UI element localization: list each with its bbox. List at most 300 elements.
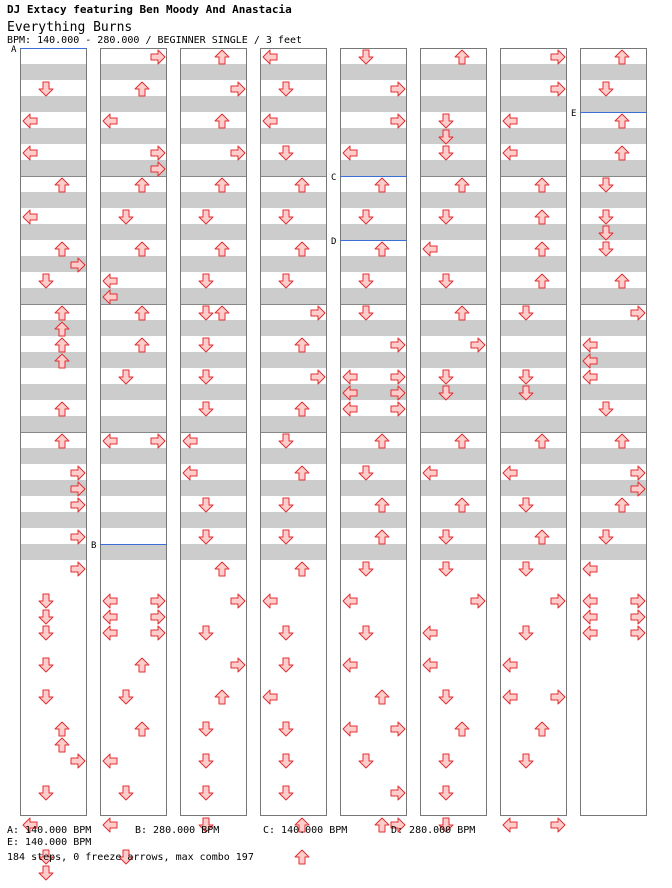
beat-stripe	[341, 416, 406, 432]
step-arrow-left	[22, 209, 38, 225]
step-arrow-up	[134, 657, 150, 673]
beat-stripe	[101, 416, 166, 432]
step-arrow-down	[278, 81, 294, 97]
bpm-legend	[7, 825, 519, 849]
step-arrow-right	[550, 593, 566, 609]
song-title: Everything Burns	[7, 20, 133, 35]
beat-stripe	[421, 96, 486, 112]
beat-stripe	[581, 384, 646, 400]
step-arrow-down	[38, 593, 54, 609]
step-arrow-down	[278, 657, 294, 673]
beat-stripe	[581, 96, 646, 112]
step-arrow-down	[118, 209, 134, 225]
beat-stripe	[501, 544, 566, 560]
step-arrow-down	[438, 785, 454, 801]
step-arrow-down	[358, 273, 374, 289]
step-arrow-right	[70, 257, 86, 273]
step-arrow-left	[102, 113, 118, 129]
step-arrow-right	[390, 81, 406, 97]
bpm-legend-item: C: 140.000 BPM	[263, 825, 348, 836]
chart-column	[260, 48, 327, 816]
step-arrow-up	[374, 497, 390, 513]
beat-stripe	[261, 160, 326, 176]
bpm-change-line	[100, 544, 167, 545]
step-arrow-left	[582, 609, 598, 625]
beat-stripe	[101, 384, 166, 400]
step-arrow-up	[534, 433, 550, 449]
step-arrow-down	[518, 385, 534, 401]
beat-stripe	[421, 320, 486, 336]
beat-stripe	[421, 448, 486, 464]
beat-stripe	[181, 512, 246, 528]
step-arrow-down	[278, 273, 294, 289]
step-arrow-left	[102, 753, 118, 769]
beat-stripe	[21, 448, 86, 464]
step-arrow-up	[214, 689, 230, 705]
beat-stripe	[421, 160, 486, 176]
step-arrow-down	[598, 241, 614, 257]
step-arrow-up	[214, 561, 230, 577]
step-arrow-left	[502, 145, 518, 161]
step-arrow-right	[70, 465, 86, 481]
beat-stripe	[101, 256, 166, 272]
step-arrow-down	[118, 785, 134, 801]
beat-stripe	[341, 96, 406, 112]
step-arrow-up	[614, 497, 630, 513]
beat-stripe	[181, 480, 246, 496]
step-arrow-down	[198, 305, 214, 321]
step-arrow-down	[278, 209, 294, 225]
beat-stripe	[501, 256, 566, 272]
step-arrow-up	[214, 241, 230, 257]
step-arrow-right	[550, 81, 566, 97]
step-arrow-left	[342, 401, 358, 417]
beat-stripe	[261, 480, 326, 496]
step-arrow-up	[294, 401, 310, 417]
step-arrow-down	[198, 369, 214, 385]
beat-stripe	[181, 224, 246, 240]
step-arrow-right	[550, 49, 566, 65]
step-arrow-down	[438, 385, 454, 401]
beat-stripe	[341, 320, 406, 336]
beat-stripe	[181, 416, 246, 432]
beat-stripe	[501, 448, 566, 464]
beat-stripe	[501, 480, 566, 496]
step-arrow-right	[390, 721, 406, 737]
bpm-change-label: B	[91, 541, 97, 551]
beat-stripe	[421, 256, 486, 272]
beat-stripe	[341, 64, 406, 80]
beat-stripe	[261, 128, 326, 144]
step-arrow-down	[198, 625, 214, 641]
beat-stripe	[581, 64, 646, 80]
step-arrow-right	[70, 497, 86, 513]
beat-stripe	[21, 224, 86, 240]
beat-stripe	[181, 384, 246, 400]
step-arrow-up	[454, 305, 470, 321]
step-arrow-up	[214, 49, 230, 65]
beat-stripe	[341, 480, 406, 496]
step-arrow-right	[70, 481, 86, 497]
step-arrow-right	[230, 81, 246, 97]
step-arrow-up	[534, 241, 550, 257]
beat-stripe	[21, 416, 86, 432]
chart-column	[340, 48, 407, 816]
step-arrow-right	[310, 369, 326, 385]
beat-stripe	[421, 480, 486, 496]
step-arrow-left	[582, 593, 598, 609]
beat-stripe	[101, 320, 166, 336]
beat-stripe	[421, 192, 486, 208]
beat-stripe	[181, 544, 246, 560]
step-arrow-right	[310, 305, 326, 321]
step-arrow-left	[582, 369, 598, 385]
step-arrow-up	[54, 177, 70, 193]
step-arrow-down	[598, 225, 614, 241]
step-arrow-left	[502, 465, 518, 481]
step-arrow-up	[134, 241, 150, 257]
beat-stripe	[21, 512, 86, 528]
beat-stripe	[501, 192, 566, 208]
step-arrow-down	[38, 689, 54, 705]
step-arrow-down	[198, 721, 214, 737]
step-arrow-left	[262, 49, 278, 65]
step-arrow-right	[150, 609, 166, 625]
step-arrow-down	[278, 721, 294, 737]
step-arrow-down	[198, 209, 214, 225]
step-arrow-right	[630, 593, 646, 609]
step-arrow-left	[22, 113, 38, 129]
step-arrow-left	[342, 721, 358, 737]
step-arrow-up	[54, 353, 70, 369]
step-arrow-right	[150, 161, 166, 177]
step-arrow-left	[582, 337, 598, 353]
beat-stripe	[181, 160, 246, 176]
beat-stripe	[501, 224, 566, 240]
step-arrow-up	[614, 145, 630, 161]
step-arrow-right	[630, 609, 646, 625]
beat-stripe	[261, 416, 326, 432]
step-arrow-right	[550, 817, 566, 833]
beat-stripe	[101, 448, 166, 464]
beat-stripe	[581, 320, 646, 336]
bpm-legend-item: B: 280.000 BPM	[135, 825, 220, 836]
step-arrow-down	[438, 273, 454, 289]
step-arrow-left	[262, 689, 278, 705]
step-arrow-down	[598, 401, 614, 417]
step-arrow-up	[214, 177, 230, 193]
step-arrow-left	[102, 289, 118, 305]
step-arrow-up	[614, 273, 630, 289]
beat-stripe	[421, 416, 486, 432]
step-arrow-left	[102, 273, 118, 289]
step-arrow-left	[102, 593, 118, 609]
beat-stripe	[581, 544, 646, 560]
step-arrow-right	[70, 561, 86, 577]
beat-stripe	[261, 512, 326, 528]
chart-column	[180, 48, 247, 816]
chart-info: BPM: 140.000 - 280.000 / BEGINNER SINGLE / 3 feet	[7, 35, 303, 46]
step-arrow-down	[438, 529, 454, 545]
song-artist: DJ Extacy featuring Ben Moody And Anastacia	[7, 3, 292, 16]
chart-column	[500, 48, 567, 816]
bpm-change-label: C	[331, 173, 337, 183]
step-arrow-right	[630, 465, 646, 481]
step-arrow-down	[438, 209, 454, 225]
beat-stripe	[261, 288, 326, 304]
step-arrow-right	[390, 401, 406, 417]
step-arrow-up	[454, 497, 470, 513]
step-arrow-left	[422, 625, 438, 641]
beat-stripe	[261, 352, 326, 368]
step-arrow-up	[534, 721, 550, 737]
step-arrow-down	[278, 753, 294, 769]
step-arrow-down	[38, 273, 54, 289]
step-arrow-up	[54, 433, 70, 449]
beat-stripe	[341, 352, 406, 368]
beat-stripe	[421, 544, 486, 560]
step-arrow-left	[22, 145, 38, 161]
step-arrow-down	[358, 753, 374, 769]
step-arrow-up	[454, 177, 470, 193]
step-arrow-up	[134, 177, 150, 193]
step-arrow-left	[582, 353, 598, 369]
step-arrow-down	[358, 465, 374, 481]
step-arrow-down	[278, 433, 294, 449]
step-arrow-right	[150, 593, 166, 609]
step-arrow-right	[630, 481, 646, 497]
step-arrow-down	[518, 369, 534, 385]
step-arrow-down	[438, 129, 454, 145]
step-arrow-up	[214, 113, 230, 129]
beat-stripe	[341, 128, 406, 144]
step-arrow-down	[518, 753, 534, 769]
step-arrow-right	[70, 753, 86, 769]
step-arrow-up	[294, 849, 310, 865]
beat-stripe	[341, 224, 406, 240]
beat-stripe	[581, 448, 646, 464]
step-arrow-up	[534, 529, 550, 545]
beat-stripe	[421, 224, 486, 240]
step-arrow-left	[502, 657, 518, 673]
step-arrow-down	[438, 145, 454, 161]
step-arrow-down	[438, 689, 454, 705]
beat-stripe	[181, 128, 246, 144]
beat-stripe	[101, 512, 166, 528]
beat-stripe	[501, 320, 566, 336]
beat-stripe	[421, 512, 486, 528]
beat-stripe	[501, 416, 566, 432]
beat-stripe	[581, 288, 646, 304]
beat-stripe	[421, 64, 486, 80]
step-arrow-down	[38, 625, 54, 641]
step-arrow-up	[54, 401, 70, 417]
beat-stripe	[261, 384, 326, 400]
beat-stripe	[421, 288, 486, 304]
beat-stripe	[261, 256, 326, 272]
bpm-legend-item: D: 280.000 BPM	[391, 825, 476, 836]
step-arrow-up	[374, 177, 390, 193]
step-arrow-right	[230, 593, 246, 609]
beat-stripe	[501, 160, 566, 176]
chart-column	[580, 48, 647, 816]
step-arrow-up	[134, 81, 150, 97]
step-arrow-left	[342, 657, 358, 673]
step-arrow-left	[182, 433, 198, 449]
step-arrow-right	[150, 49, 166, 65]
step-arrow-right	[150, 625, 166, 641]
beat-stripe	[501, 64, 566, 80]
step-arrow-left	[342, 369, 358, 385]
beat-stripe	[341, 256, 406, 272]
step-arrow-up	[534, 273, 550, 289]
step-arrow-left	[422, 657, 438, 673]
step-arrow-down	[598, 177, 614, 193]
step-arrow-down	[38, 785, 54, 801]
step-arrow-down	[278, 625, 294, 641]
beat-stripe	[501, 128, 566, 144]
step-arrow-left	[582, 561, 598, 577]
step-arrow-down	[278, 529, 294, 545]
step-arrow-left	[102, 625, 118, 641]
beat-stripe	[581, 128, 646, 144]
step-arrow-up	[54, 337, 70, 353]
beat-stripe	[341, 512, 406, 528]
beat-stripe	[181, 96, 246, 112]
beat-stripe	[101, 128, 166, 144]
step-arrow-left	[102, 433, 118, 449]
beat-stripe	[181, 192, 246, 208]
bpm-change-line	[580, 112, 647, 113]
step-arrow-up	[454, 433, 470, 449]
step-arrow-up	[134, 721, 150, 737]
step-arrow-right	[70, 529, 86, 545]
step-arrow-left	[102, 609, 118, 625]
step-arrow-up	[294, 561, 310, 577]
beat-stripe	[21, 128, 86, 144]
step-arrow-right	[390, 785, 406, 801]
step-arrow-down	[118, 689, 134, 705]
beat-stripe	[181, 448, 246, 464]
bpm-legend-item: E: 140.000 BPM	[7, 837, 92, 848]
chart-column	[420, 48, 487, 816]
beat-stripe	[341, 544, 406, 560]
beat-stripe	[181, 64, 246, 80]
step-arrow-down	[358, 625, 374, 641]
step-arrow-left	[502, 113, 518, 129]
step-arrow-up	[614, 49, 630, 65]
step-arrow-down	[598, 529, 614, 545]
beat-stripe	[581, 192, 646, 208]
step-arrow-down	[198, 753, 214, 769]
step-arrow-down	[198, 785, 214, 801]
step-arrow-down	[518, 625, 534, 641]
step-arrow-up	[534, 209, 550, 225]
beat-stripe	[21, 160, 86, 176]
step-arrow-up	[214, 305, 230, 321]
step-arrow-up	[134, 337, 150, 353]
bpm-change-line	[340, 176, 407, 177]
step-arrow-down	[358, 561, 374, 577]
beat-stripe	[501, 512, 566, 528]
beat-stripe	[101, 192, 166, 208]
step-arrow-right	[630, 625, 646, 641]
beat-stripe	[101, 64, 166, 80]
beat-stripe	[181, 352, 246, 368]
step-arrow-right	[470, 337, 486, 353]
step-arrow-up	[54, 321, 70, 337]
bpm-change-label: D	[331, 237, 337, 247]
beat-stripe	[341, 288, 406, 304]
step-arrow-right	[230, 145, 246, 161]
step-arrow-right	[390, 385, 406, 401]
step-arrow-up	[454, 721, 470, 737]
step-arrow-down	[358, 305, 374, 321]
beat-stripe	[341, 160, 406, 176]
step-arrow-down	[278, 497, 294, 513]
step-arrow-right	[390, 113, 406, 129]
step-arrow-down	[38, 609, 54, 625]
step-arrow-up	[294, 465, 310, 481]
beat-stripe	[101, 224, 166, 240]
step-arrow-down	[198, 529, 214, 545]
bpm-change-line	[20, 48, 87, 49]
step-arrow-down	[278, 145, 294, 161]
beat-stripe	[261, 448, 326, 464]
step-arrow-left	[582, 625, 598, 641]
step-arrow-up	[294, 241, 310, 257]
step-arrow-up	[54, 737, 70, 753]
beat-stripe	[341, 192, 406, 208]
step-arrow-up	[614, 433, 630, 449]
step-arrow-up	[374, 433, 390, 449]
step-arrow-down	[518, 561, 534, 577]
chart-column	[20, 48, 87, 816]
beat-stripe	[341, 448, 406, 464]
step-arrow-up	[54, 305, 70, 321]
beat-stripe	[181, 320, 246, 336]
step-arrow-down	[198, 273, 214, 289]
step-arrow-left	[262, 593, 278, 609]
step-arrow-down	[278, 785, 294, 801]
step-arrow-down	[438, 369, 454, 385]
step-arrow-left	[262, 113, 278, 129]
step-arrow-right	[230, 657, 246, 673]
step-arrow-left	[342, 385, 358, 401]
step-arrow-down	[198, 497, 214, 513]
step-arrow-down	[198, 337, 214, 353]
beat-stripe	[261, 544, 326, 560]
beat-stripe	[581, 256, 646, 272]
beat-stripe	[21, 64, 86, 80]
beat-stripe	[101, 96, 166, 112]
beat-stripe	[501, 288, 566, 304]
beat-stripe	[101, 480, 166, 496]
bpm-legend-item: A: 140.000 BPM	[7, 825, 92, 836]
step-arrow-left	[422, 241, 438, 257]
step-arrow-down	[598, 209, 614, 225]
beat-stripe	[421, 352, 486, 368]
step-arrow-down	[38, 81, 54, 97]
step-arrow-right	[550, 689, 566, 705]
step-arrow-up	[614, 113, 630, 129]
step-arrow-up	[294, 337, 310, 353]
bpm-change-label: A	[11, 45, 17, 55]
step-arrow-right	[390, 337, 406, 353]
step-arrow-down	[438, 113, 454, 129]
step-arrow-up	[54, 241, 70, 257]
step-arrow-up	[534, 177, 550, 193]
